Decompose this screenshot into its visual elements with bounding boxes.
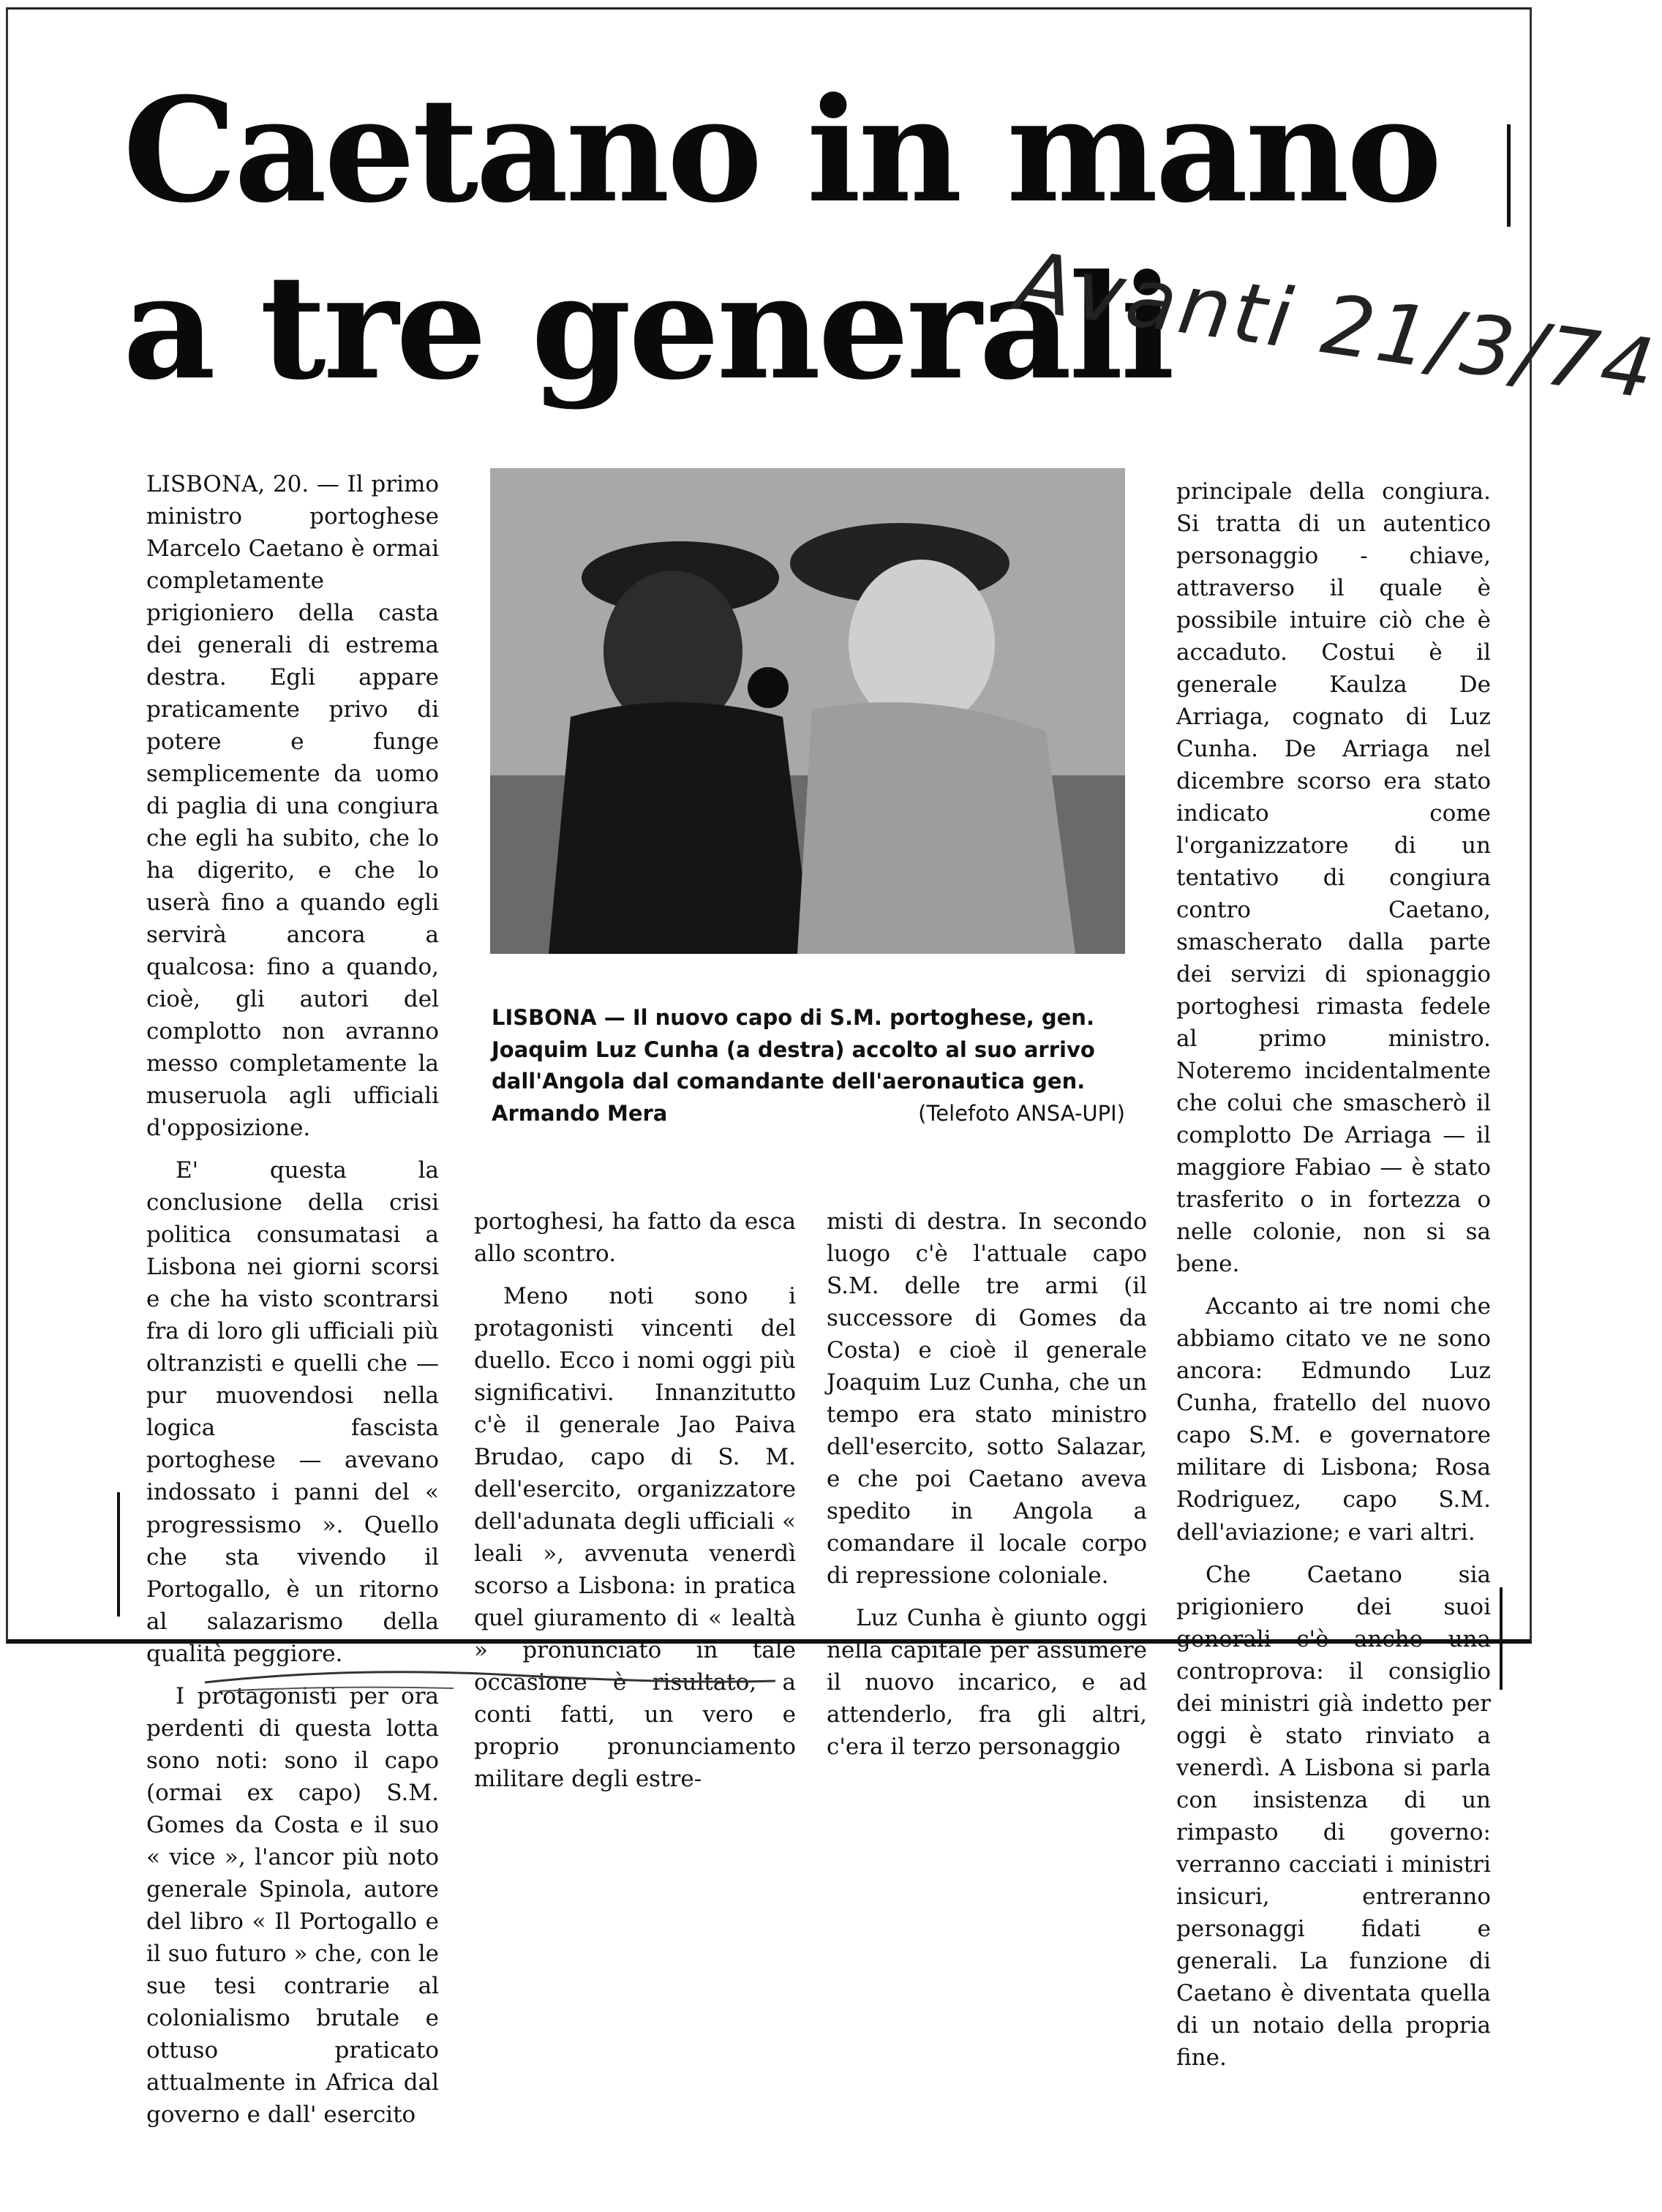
- margin-mark: [117, 1492, 120, 1617]
- margin-mark: [1507, 124, 1511, 227]
- paragraph: I protagonisti per ora perdenti di questa lotta sono noti: sono il capo (ormai ex capo) S.M. Gomes da Costa e il suo « vice », l'ancor più noto generale Spinola, autore del libro « Il Portogallo e il suo futuro » che, con le sue tesi contrarie al colonialismo brutale e ottuso praticato attualmente in Africa dal governo e dall' esercito: [146, 1682, 439, 2128]
- article-column-1: [146, 468, 439, 2141]
- scan-artifact-marks: [205, 1653, 775, 1697]
- paragraph: Che Caetano sia prigioniero dei suoi generali c'è anche una controprova: il consiglio dei ministri già indetto per oggi è stato rinviato a venerdì. A Lisbona si parla con insistenza di un rimpasto di governo: verranno cacciati i ministri insicuri, entreranno personaggi fidati e generali. La funzione di Caetano è diventata quella di un notaio della propria fine.: [1176, 1561, 1491, 2071]
- article-column-2: [474, 1205, 796, 1805]
- paragraph: principale della congiura. Si tratta di un autentico personaggio - chiave, attraverso il quale è possibile intuire ciò che è accaduto. Costui è il generale Kaulza De Arriaga, cognato di Luz Cunha. De Arriaga nel dicembre scorso era stato indicato come l'organizzatore di un tentativo di congiura contro Caetano, smascherato dalla parte dei servizi di spionaggio portoghesi rimasta fedele al primo ministro. Noteremo incidentalmente che colui che smascherò il complotto De Arriaga — il maggiore Fabiao — è stato trasferito o in fortezza o nelle colonie, non si sa bene.: [1176, 478, 1491, 1278]
- paragraph: portoghesi, ha fatto da esca allo scontro.: [474, 1208, 796, 1268]
- headline-line-1: Caetano in mano: [123, 67, 1440, 235]
- headline-line-2: a tre generali: [123, 244, 1173, 412]
- paragraph: Luz Cunha è giunto oggi nella capitale per assumere il nuovo incarico, e ad attenderlo, fra gli altri, c'era il terzo personaggio: [827, 1605, 1147, 1761]
- paragraph: LISBONA, 20. — Il primo ministro portoghese Marcelo Caetano è ormai completamente prigioniero della casta dei generali di estrema destra. Egli appare praticamente privo di potere e funge semplicemente da uomo di paglia di una congiura che egli ha subito, che lo ha digerito, e che lo userà fino a quando egli servirà ancora a qualcosa: fino a quando, cioè, gli autori del complotto non avranno messo completamente la museruola agli ufficiali d'opposizione.: [146, 471, 439, 1142]
- article-column-3: [827, 1205, 1147, 1773]
- photo-credit: (Telefoto ANSA-UPI): [918, 1100, 1125, 1126]
- news-photo: [490, 468, 1125, 954]
- photo-caption: [492, 1002, 1125, 1129]
- caption-text: LISBONA — Il nuovo capo di S.M. portoghese, gen. Joaquim Luz Cunha (a destra) accolto al suo arrivo dall'Angola dal comandante dell'aeronautica gen. Armando Mera: [492, 1005, 1095, 1126]
- margin-mark: [1500, 1587, 1503, 1690]
- article-column-4: [1176, 475, 1491, 2084]
- paragraph: E' questa la conclusione della crisi politica consumatasi a Lisbona nei giorni scorsi e che ha visto scontrarsi fra di loro gli ufficiali più oltranzisti e quelli che — pur muovendosi nella logica fascista portoghese — avevano indossato i panni del « progressismo ». Quello che sta vivendo il Portogallo, è un ritorno al salazarismo della qualità peggiore.: [146, 1157, 439, 1667]
- paragraph: Meno noti sono i protagonisti vincenti del duello. Ecco i nomi oggi più significativi. Innanzitutto c'è il generale Jao Paiva Brudao, capo di S. M. dell'esercito, organizzatore dell'adunata degli ufficiali « leali », avvenuta venerdì scorso a Lisbona: in pratica quel giuramento di « lealtà » pronunciato in tale occasione è risultato, a conti fatti, un vero e proprio pronunciamento militare degli estre-: [474, 1283, 796, 1793]
- paragraph: misti di destra. In secondo luogo c'è l'attuale capo S.M. delle tre armi (il successore di Gomes da Costa) e cioè il generale Joaquim Luz Cunha, che un tempo era stato ministro dell'esercito, sotto Salazar, e che poi Caetano aveva spedito in Angola a comandare il locale corpo di repressione coloniale.: [827, 1208, 1147, 1590]
- photo-placeholder-icon: [490, 468, 1125, 954]
- paragraph: Accanto ai tre nomi che abbiamo citato ve ne sono ancora: Edmundo Luz Cunha, fratello del nuovo capo S.M. e governatore militare di Lisbona; Rosa Rodriguez, capo S.M. dell'aviazione; e vari altri.: [1176, 1293, 1491, 1546]
- handwritten-source-date: Avanti 21/3/74: [1010, 234, 1662, 418]
